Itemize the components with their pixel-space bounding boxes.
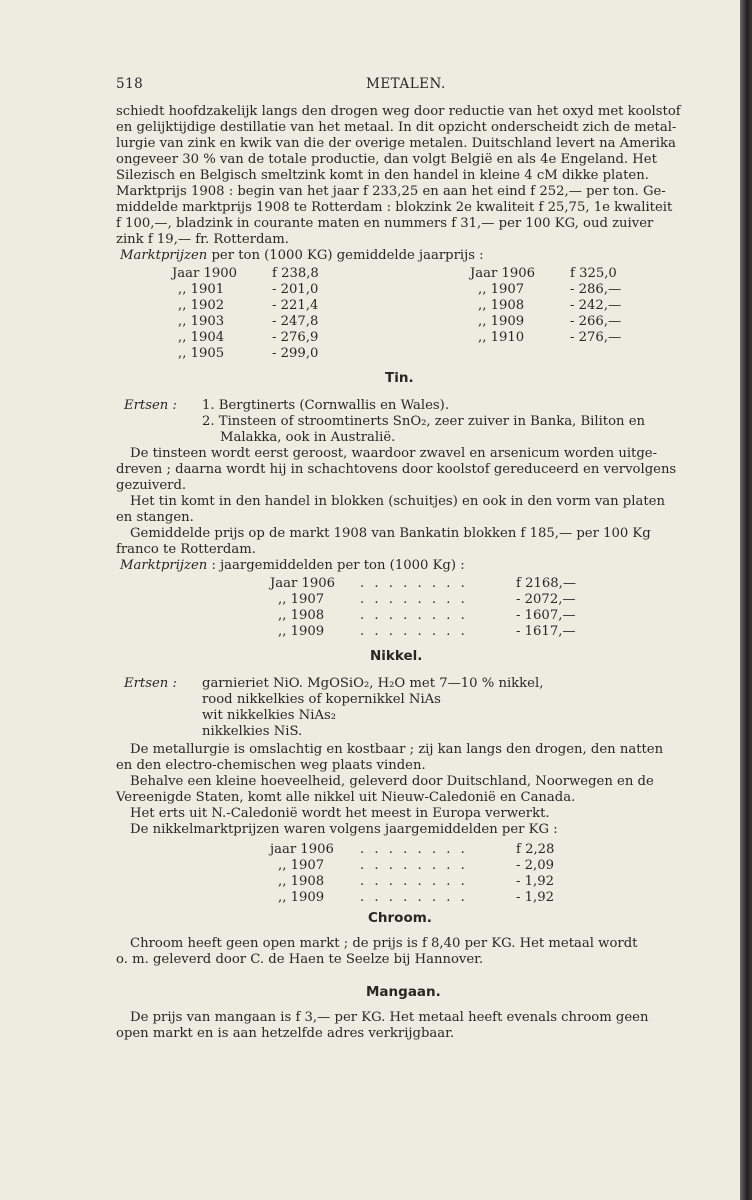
section-heading-chrome: Chroom. <box>368 910 432 926</box>
dot-leader: . . . . . . . . <box>360 858 468 873</box>
text-line: De nikkelmarktprijzen waren volgens jaargemiddelden per KG : <box>130 822 558 837</box>
dot-leader: . . . . . . . . <box>360 576 468 591</box>
dot-leader: . . . . . . . . <box>360 890 468 905</box>
price-year: ,, 1907 <box>278 592 325 607</box>
text-line: f 100,—, bladzink in courante maten en nummers f 31,— per 100 KG, oud zuiver <box>116 216 654 231</box>
zinc-market-intro <box>120 248 484 264</box>
text-line: en den electro-chemischen weg plaats vinden. <box>116 758 426 773</box>
price-year: ,, 1909 <box>278 890 325 905</box>
price-year: ,, 1910 <box>478 330 525 345</box>
running-head: METALEN. <box>366 76 446 92</box>
price-year: ,, 1905 <box>178 346 225 361</box>
price-year: ,, 1909 <box>478 314 525 329</box>
text-line: Het tin komt in den handel in blokken (schuitjes) en ook in den vorm van platen <box>130 494 665 509</box>
text-line: ongeveer 30 % van de totale productie, dan volgt België en als 4e Engeland. Het <box>116 152 657 167</box>
price-value: - 276,9 <box>272 330 319 345</box>
text-line: franco te Rotterdam. <box>116 542 256 557</box>
price-year: ,, 1909 <box>278 624 325 639</box>
market-label: Marktprijzen <box>120 558 208 573</box>
text-line: open markt en is aan hetzelfde adres verkrijgbaar. <box>116 1026 455 1041</box>
price-year: jaar 1906 <box>270 842 334 857</box>
price-value: f 325,0 <box>570 266 617 281</box>
text-line: Het erts uit N.-Caledonië wordt het meest in Europa verwerkt. <box>130 806 550 821</box>
section-heading-nickel: Nikkel. <box>370 648 423 664</box>
price-year: ,, 1908 <box>278 874 325 889</box>
text-line: o. m. geleverd door C. de Haen te Seelze bij Hannover. <box>116 952 484 967</box>
text-line: lurgie van zink en kwik van die der overige metalen. Duitschland levert na Amerika <box>116 136 676 151</box>
nickel-ores-label: Ertsen : <box>124 676 177 691</box>
price-value: - 247,8 <box>272 314 319 329</box>
ore-item: rood nikkelkies of kopernikkel NiAs <box>202 692 441 707</box>
tin-ores-label: Ertsen : <box>124 398 177 413</box>
price-value: f 2,28 <box>516 842 555 857</box>
text-line: Gemiddelde prijs op de markt 1908 van Bankatin blokken f 185,— per 100 Kg <box>130 526 651 541</box>
price-value: - 266,— <box>570 314 622 329</box>
price-year: ,, 1904 <box>178 330 225 345</box>
price-year: ,, 1903 <box>178 314 225 329</box>
text-line: De tinsteen wordt eerst geroost, waardoor zwavel en arsenicum worden uitge- <box>130 446 658 461</box>
tin-market-intro <box>120 558 465 574</box>
ore-item: wit nikkelkies NiAs₂ <box>202 708 337 723</box>
text-line: De prijs van mangaan is f 3,— per KG. Het metaal heeft evenals chroom geen <box>130 1010 649 1025</box>
price-value: - 276,— <box>570 330 622 345</box>
ore-item: garnieriet NiO. MgOSiO₂, H₂O met 7—10 % nikkel, <box>202 676 544 691</box>
dot-leader: . . . . . . . . <box>360 842 468 857</box>
text-line: zink f 19,— fr. Rotterdam. <box>116 232 289 247</box>
dot-leader: . . . . . . . . <box>360 624 468 639</box>
price-year: Jaar 1906 <box>270 576 336 591</box>
price-year: ,, 1901 <box>178 282 225 297</box>
price-year: ,, 1907 <box>278 858 325 873</box>
price-value: - 1,92 <box>516 874 555 889</box>
price-value: - 2072,— <box>516 592 576 607</box>
book-binding-edge <box>740 0 752 1200</box>
section-heading-tin: Tin. <box>385 370 414 386</box>
text-line: Vereenigde Staten, komt alle nikkel uit Nieuw-Caledonië en Canada. <box>116 790 576 805</box>
price-value: - 1617,— <box>516 624 576 639</box>
text-line: dreven ; daarna wordt hij in schachtovens door koolstof gereduceerd en vervolgens <box>116 462 677 477</box>
page-number: 518 <box>116 76 144 92</box>
price-value: f 238,8 <box>272 266 319 281</box>
dot-leader: . . . . . . . . <box>360 592 468 607</box>
text-line: Silezisch en Belgisch smeltzink komt in den handel in kleine 4 cM dikke platen. <box>116 168 649 183</box>
market-label: Marktprijzen <box>120 248 208 263</box>
price-year: ,, 1908 <box>278 608 325 623</box>
price-value: f 2168,— <box>516 576 577 591</box>
price-value: - 286,— <box>570 282 622 297</box>
price-year: ,, 1907 <box>478 282 525 297</box>
price-year: Jaar 1900 <box>172 266 238 281</box>
market-intro: per ton (1000 KG) gemiddelde jaarprijs : <box>207 248 484 263</box>
text-line: en stangen. <box>116 510 194 525</box>
price-value: - 299,0 <box>272 346 319 361</box>
text-line: Chroom heeft geen open markt ; de prijs is f 8,40 per KG. Het metaal wordt <box>130 936 638 951</box>
price-year: ,, 1908 <box>478 298 525 313</box>
text-line: gezuiverd. <box>116 478 187 493</box>
ore-item: 1. Bergtinerts (Cornwallis en Wales). <box>202 398 450 413</box>
text-line: Marktprijs 1908 : begin van het jaar f 233,25 en aan het eind f 252,— per ton. Ge- <box>116 184 666 199</box>
ore-item: 2. Tinsteen of stroomtinerts SnO₂, zeer zuiver in Banka, Biliton en <box>202 414 646 429</box>
section-heading-manganese: Mangaan. <box>366 984 441 1000</box>
text-line: schiedt hoofdzakelijk langs den drogen weg door reductie van het oxyd met koolstof <box>116 104 681 119</box>
dot-leader: . . . . . . . . <box>360 608 468 623</box>
price-value: - 1,92 <box>516 890 555 905</box>
text-line: De metallurgie is omslachtig en kostbaar ; zij kan langs den drogen, den natten <box>130 742 664 757</box>
text-line: Behalve een kleine hoeveelheid, geleverd door Duitschland, Noorwegen en de <box>130 774 654 789</box>
price-value: - 2,09 <box>516 858 555 873</box>
price-year: Jaar 1906 <box>470 266 536 281</box>
price-year: ,, 1902 <box>178 298 225 313</box>
ore-item: Malakka, ook in Australië. <box>220 430 396 445</box>
text-line: en gelijktijdige destillatie van het metaal. In dit opzicht onderscheidt zich de metal- <box>116 120 677 135</box>
ore-item: nikkelkies NiS. <box>202 724 303 739</box>
price-value: - 201,0 <box>272 282 319 297</box>
text-line: middelde marktprijs 1908 te Rotterdam : blokzink 2e kwaliteit f 25,75, 1e kwaliteit <box>116 200 673 215</box>
price-value: - 1607,— <box>516 608 576 623</box>
dot-leader: . . . . . . . . <box>360 874 468 889</box>
market-intro: : jaargemiddelden per ton (1000 Kg) : <box>207 558 465 573</box>
price-value: - 242,— <box>570 298 622 313</box>
price-value: - 221,4 <box>272 298 319 313</box>
